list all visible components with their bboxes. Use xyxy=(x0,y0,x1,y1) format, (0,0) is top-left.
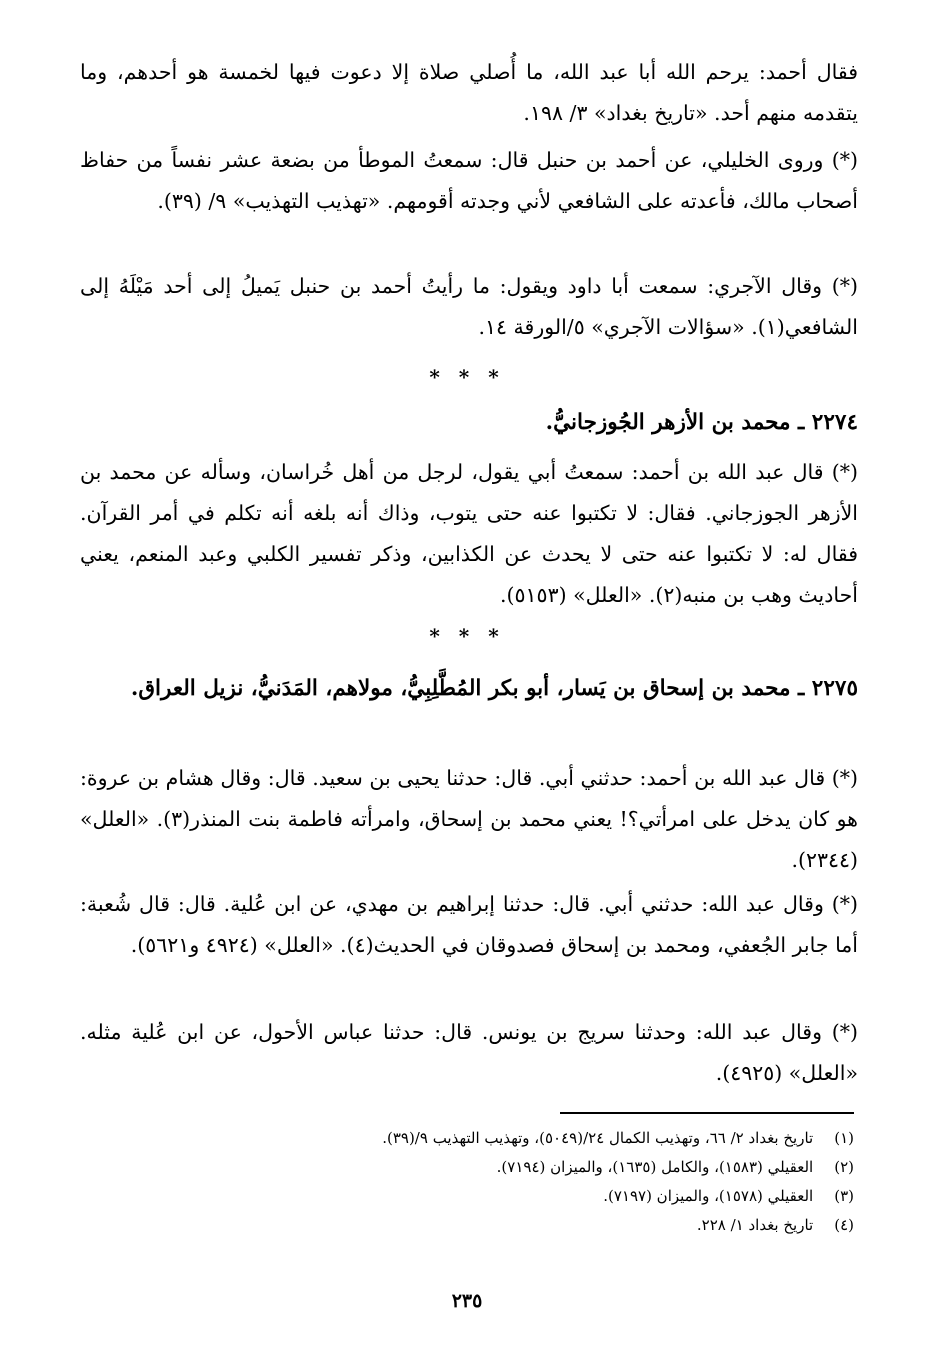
footnote-item xyxy=(80,1211,854,1240)
paragraph-text: (*) قال عبد الله بن أحمد: حدثني أبي. قال: حدثنا يحيى بن سعيد. قال: وقال هشام بن عروة: هو كان يدخل على امرأتي؟! يعني محمد بن إسحاق، وامرأته فاطمة بنت المنذر(٣). «العلل» (٢٣٤٤). xyxy=(80,766,858,872)
footnote-number: (٣) xyxy=(834,1187,854,1205)
footnote-text: العقيلي (١٥٧٨)، والميزان (٧١٩٧). xyxy=(603,1187,814,1205)
footnote-item xyxy=(80,1182,854,1211)
section-separator: * * * xyxy=(429,365,505,389)
footnote-item xyxy=(80,1124,854,1153)
footnotes xyxy=(80,1124,854,1240)
paragraph-text: (*) قال عبد الله بن أحمد: سمعتُ أبي يقول، لرجل من أهل خُراسان، وسأله عن محمد بن الأزهر الجوزجاني. فقال: لا تكتبوا عنه حتى يتوب، وذاك أنه بلغه أنه تكلم في أمر القرآن. فقال له: لا تكتبوا عنه حتى لا يحدث عن الكذابين، وذكر تفسير الكلبي وعبد المنعم، يعني أحاديث وهب بن منبه(٢). «العلل» (٥١٥٣). xyxy=(80,460,858,607)
paragraph-suraij xyxy=(80,1012,858,1094)
footnote-number: (٤) xyxy=(834,1216,854,1234)
entry-heading-2274: ٢٢٧٤ ـ محمد بن الأزهر الجُوزجانيُّ. xyxy=(545,410,858,435)
paragraph-text: (*) وروى الخليلي، عن أحمد بن حنبل قال: سمعتُ الموطأ من بضعة عشر نفساً من حفاظ أصحاب مالك، فأعدته على الشافعي لأني وجدته أقومهم. «تهذيب التهذيب» ٩/ (٣٩). xyxy=(80,148,858,213)
footnote-text: تاريخ بغداد ١/ ٢٢٨. xyxy=(696,1216,814,1234)
paragraph-khalili-muwatta xyxy=(80,140,858,222)
paragraph-ajurri xyxy=(80,266,858,348)
footnote-number: (١) xyxy=(834,1129,854,1147)
paragraph-ahmad-dua xyxy=(80,52,858,134)
footnote-text: تاريخ بغداد ٢/ ٦٦، وتهذيب الكمال ٢٤/(٥٠٤٩)، وتهذيب التهذيب ٩/(٣٩). xyxy=(382,1129,814,1147)
paragraph-jawzajani xyxy=(80,452,858,616)
section-separator: * * * xyxy=(429,624,505,648)
paragraph-text: (*) وقال عبد الله: وحدثنا سريج بن يونس. قال: حدثنا عباس الأحول، عن ابن عُلية مثله. «العلل» (٤٩٢٥). xyxy=(80,1020,858,1085)
paragraph-shuba xyxy=(80,884,858,966)
paragraph-text: فقال أحمد: يرحم الله أبا عبد الله، ما أُصلي صلاة إلا دعوت فيها لخمسة هو أحدهم، وما يتقدمه منهم أحد. «تاريخ بغداد» ٣/ ١٩٨. xyxy=(80,60,858,125)
paragraph-hisham-urwa xyxy=(80,758,858,881)
footnote-item xyxy=(80,1153,854,1182)
paragraph-text: (*) وقال عبد الله: حدثني أبي. قال: حدثنا إبراهيم بن مهدي، عن ابن عُلية. قال: قال شُعبة: أما جابر الجُعفي، ومحمد بن إسحاق فصدوقان في الحديث(٤). «العلل» (٤٩٢٤ و٥٦٢١). xyxy=(80,892,858,957)
footnote-divider xyxy=(560,1112,854,1114)
footnote-number: (٢) xyxy=(834,1158,854,1176)
page-number: ٢٣٥ xyxy=(451,1290,483,1312)
entry-heading-2275: ٢٢٧٥ ـ محمد بن إسحاق بن يَسار، أبو بكر المُطَّلِبِيُّ، مولاهم، المَدَنيُّ، نزيل العراق. xyxy=(130,676,858,701)
footnote-text: العقيلي (١٥٨٣)، والكامل (١٦٣٥)، والميزان (٧١٩٤). xyxy=(496,1158,814,1176)
paragraph-text: (*) وقال الآجري: سمعت أبا داود ويقول: ما رأيتُ أحمد بن حنبل يَميلُ إلى أحد مَيْلَهُ إلى الشافعي(١). «سؤالات الآجري» ٥/الورقة ١٤. xyxy=(80,274,858,339)
